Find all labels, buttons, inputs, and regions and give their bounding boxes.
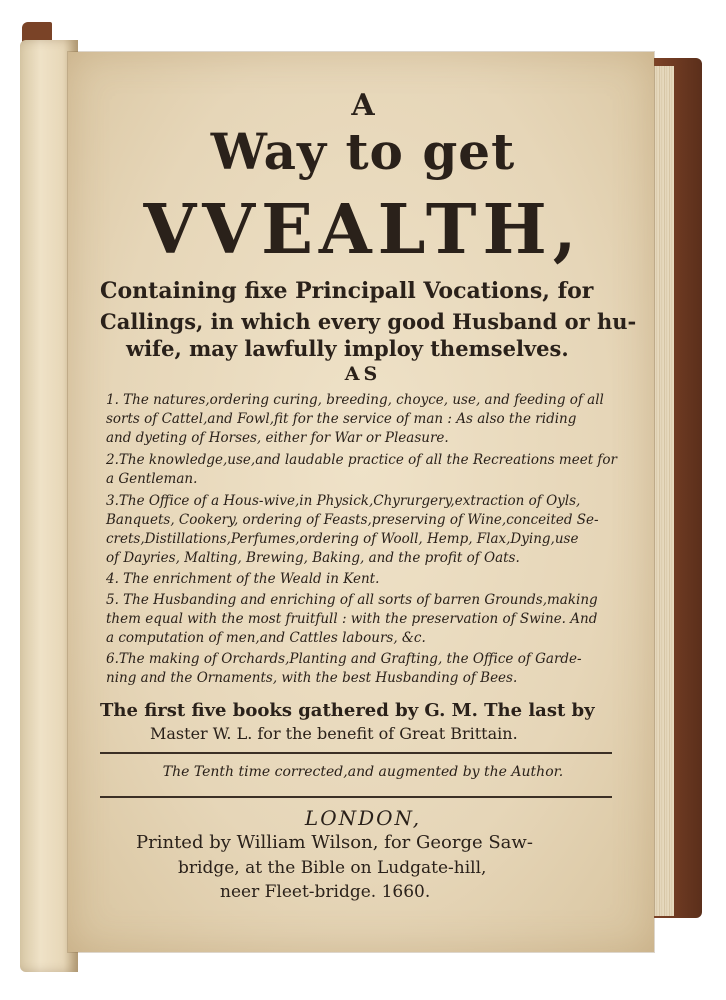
authors-line-2: Master W. L. for the benefit of Great Brittain. bbox=[150, 724, 518, 743]
contents-line: sorts of Cattel,and Fowl,fit for the service of man : As also the riding bbox=[106, 411, 577, 427]
contents-line: of Dayries, Malting, Brewing, Baking, and the profit of Oats. bbox=[106, 550, 520, 566]
subtitle-line-3: wife, may lawfully imploy themselves. bbox=[126, 336, 569, 361]
contents-line: 2.The knowledge,use,and laudable practice of all the Recreations meet for bbox=[106, 452, 618, 468]
contents-line: 1. The natures,ordering curing, breeding, choyce, use, and feeding of all bbox=[106, 392, 604, 408]
contents-line: them equal with the most fruitfull : with the preservation of Swine. And bbox=[106, 611, 598, 627]
subtitle-line-2: Callings, in which every good Husband or hu- bbox=[100, 309, 637, 334]
edition-statement: The Tenth time corrected,and augmented by the Author. bbox=[162, 764, 564, 780]
contents-line: and dyeting of Horses, either for War or Pleasure. bbox=[106, 430, 449, 446]
title-line-way: Way to get bbox=[210, 122, 516, 181]
contents-line: crets,Distillations,Perfumes,ordering of Wooll, Hemp, Flax,Dying,use bbox=[106, 531, 579, 547]
contents-line: ning and the Ornaments, with the best Husbanding of Bees. bbox=[106, 670, 518, 686]
contents-line: 4. The enrichment of the Weald in Kent. bbox=[106, 571, 380, 587]
contents-line: 5. The Husbanding and enriching of all sorts of barren Grounds,making bbox=[106, 592, 598, 608]
imprint-printer: Printed by William Wilson, for George Saw- bbox=[136, 832, 533, 853]
contents-line: a Gentleman. bbox=[106, 471, 198, 487]
title-line-a: A bbox=[351, 88, 375, 123]
contents-line: Banquets, Cookery, ordering of Feasts,preserving of Wine,conceited Se- bbox=[106, 512, 599, 528]
contents-line: 6.The making of Orchards,Planting and Grafting, the Office of Garde- bbox=[106, 651, 582, 667]
contents-line: 3.The Office of a Hous-wive,in Physick,Chyrurgery,extraction of Oyls, bbox=[106, 493, 581, 509]
imprint-place: LONDON, bbox=[304, 806, 422, 830]
imprint-bookseller: bridge, at the Bible on Ludgate-hill, bbox=[178, 858, 487, 878]
authors-line-1: The first five books gathered by G. M. The last by bbox=[100, 700, 595, 721]
title-line-wealth: VVEALTH, bbox=[143, 190, 583, 270]
as-heading: AS bbox=[344, 363, 382, 385]
bottom-rule bbox=[100, 796, 612, 798]
imprint-date: neer Fleet-bridge. 1660. bbox=[220, 882, 431, 902]
subtitle-line-1: Containing fixe Principall Vocations, for bbox=[100, 278, 594, 304]
contents-line: a computation of men,and Cattles labours, &c. bbox=[106, 630, 426, 646]
top-rule bbox=[100, 752, 612, 754]
